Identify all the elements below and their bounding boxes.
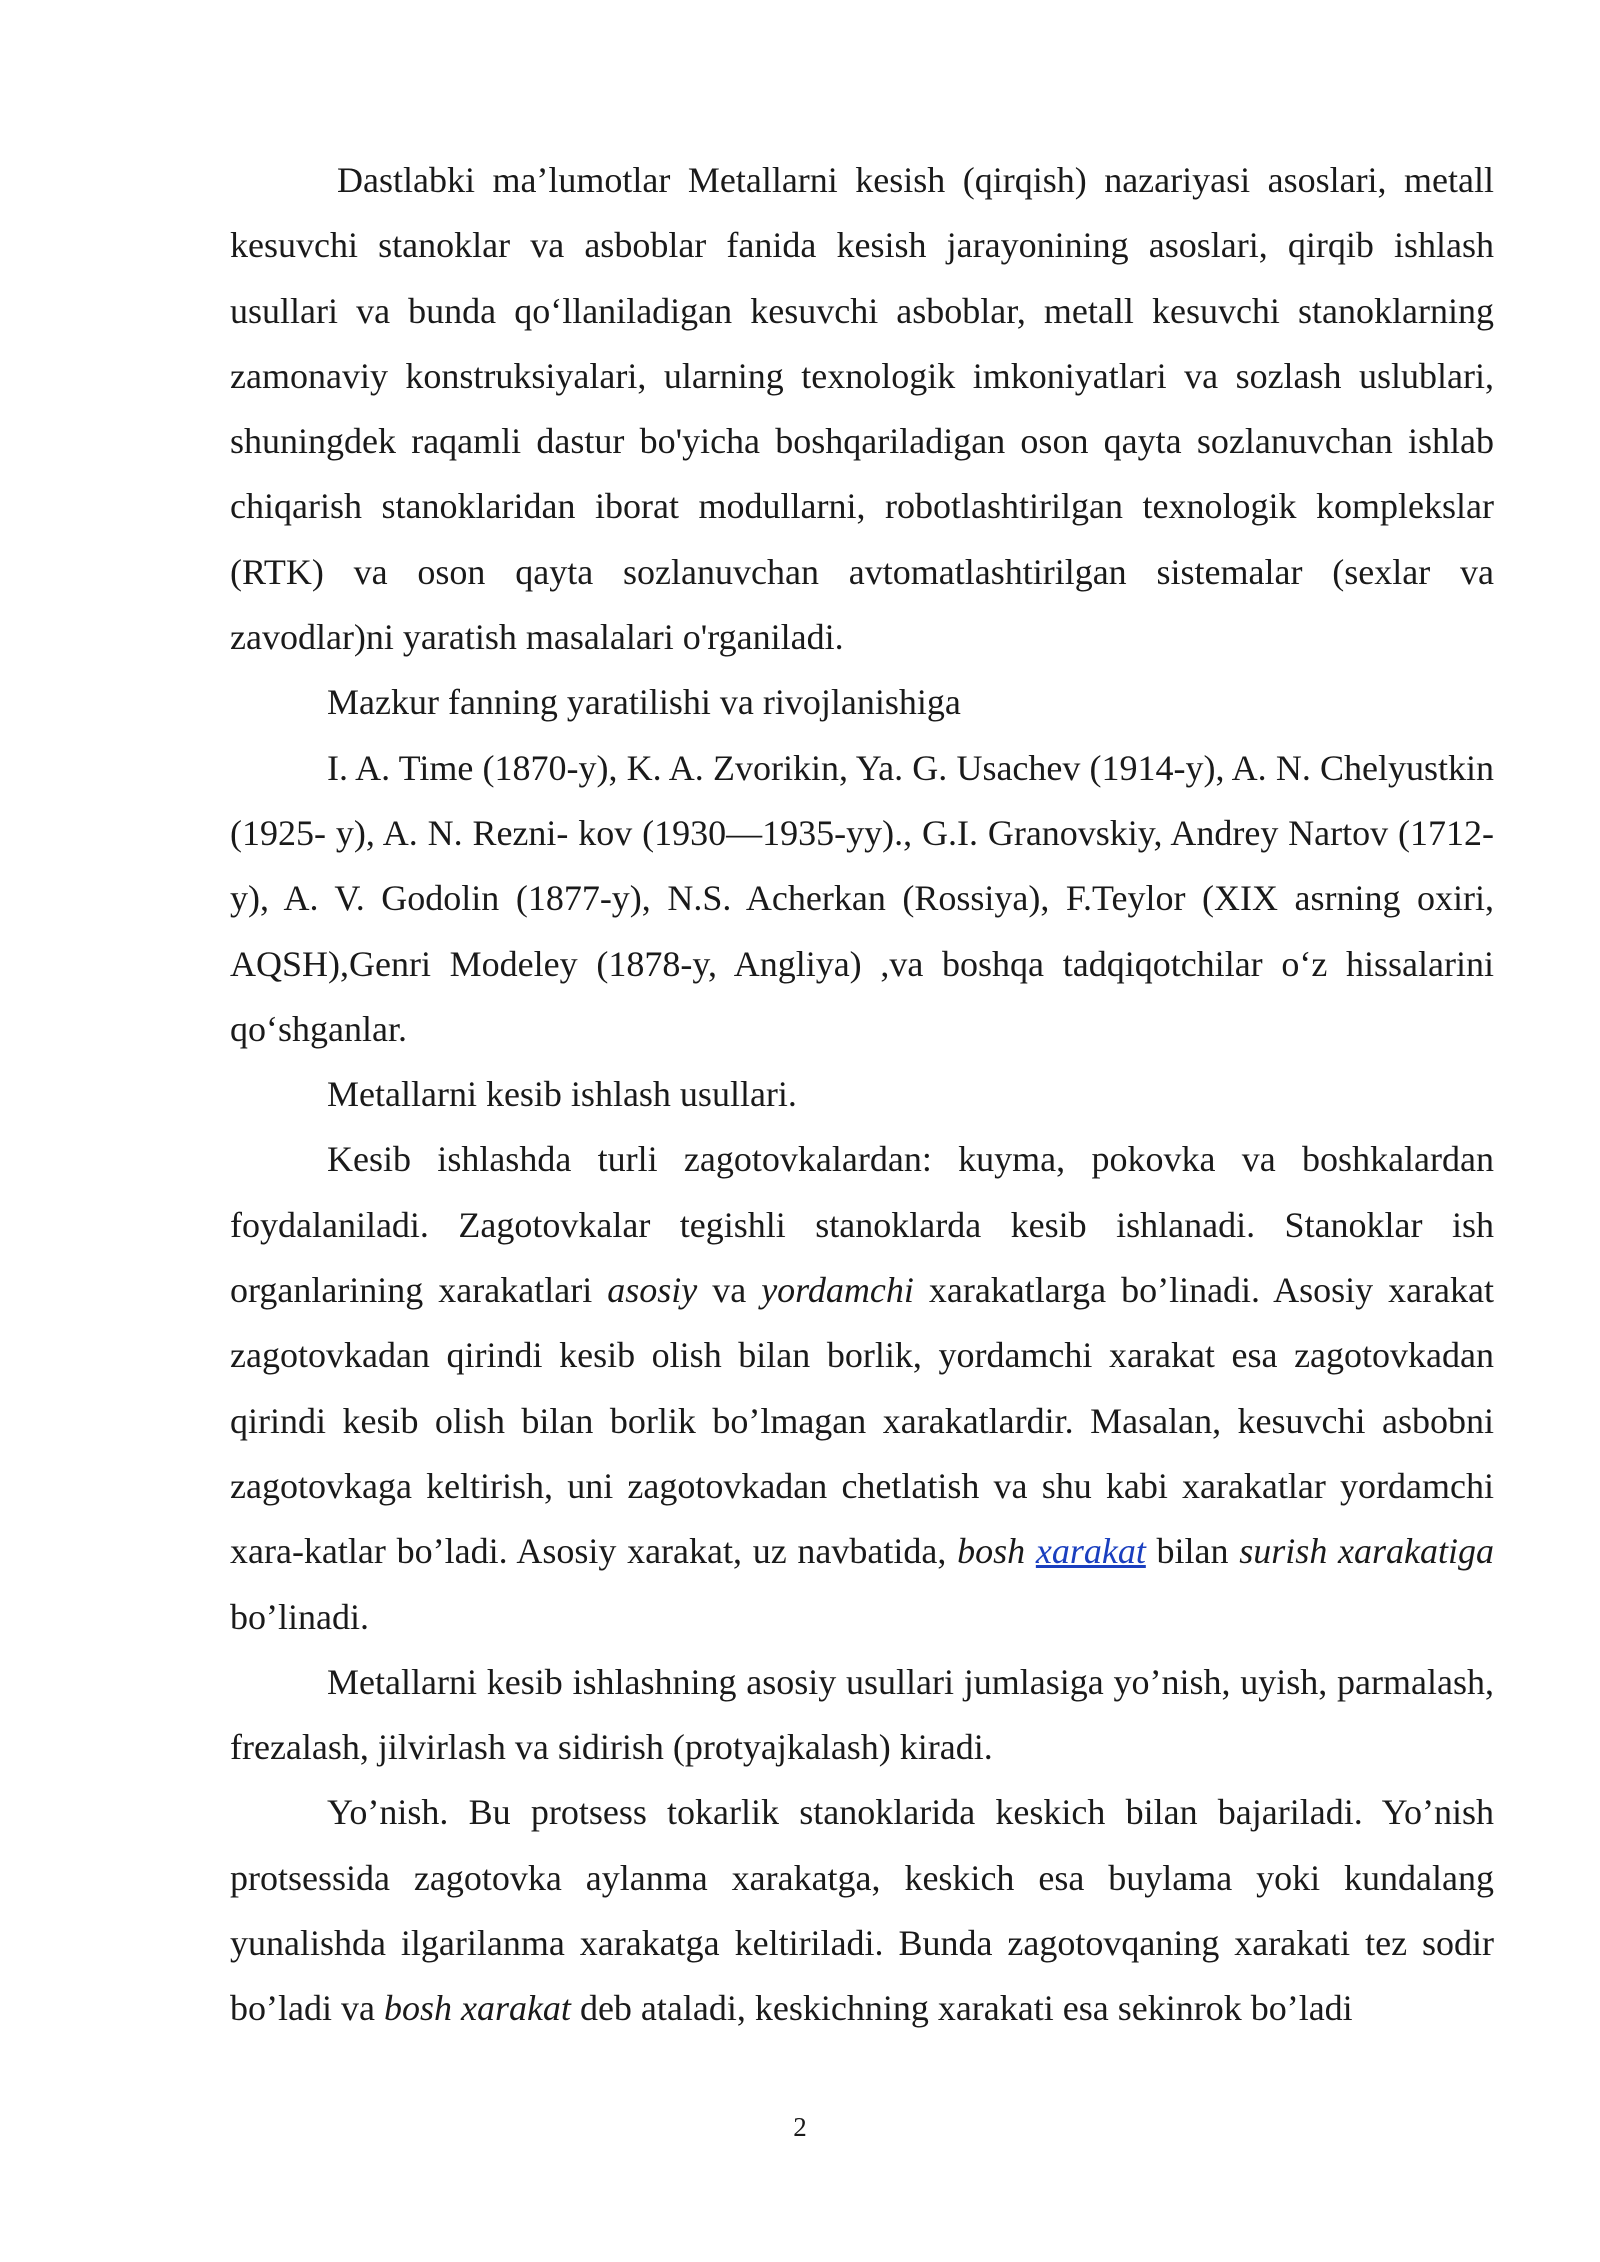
text-run: deb ataladi, keskichning xarakati esa sekinrok bo’ladi (570, 1988, 1353, 2029)
xarakat-link[interactable]: xarakat (1035, 1531, 1146, 1572)
text-run: bo’linadi. (230, 1596, 369, 1637)
emphasis-bosh-xarakat: bosh xarakat (383, 1988, 571, 2029)
text-run: Kesib ishlashda turli zagotovkalardan: kuyma, pokovka va boshkalardan foydalaniladi. Zagotovkalar tegishli stanoklarda kesib ishlanadi. Stanoklar ish organlarining xarakatlari (230, 1139, 1494, 1311)
paragraph-main-methods: Metallarni kesib ishlashning asosiy usullari jumlasiga yo’nish, uyish, parmalash, frezalash, jilvirlash va sidirish (protyajkalash) kiradi. (230, 1661, 1494, 1768)
text-run: xarakatlarga bo’linadi. Asosiy xarakat zagotovkadan qirindi kesib olish bilan borlik, yordamchi xarakat esa zagotovkadan qirindi kesib olish bilan borlik bo’lmagan xarakatlardir. Masalan, kesuvchi asbobni zagotovkaga keltirish, uni zagotovkadan chetlatish va shu kabi xarakatlar yordamchi xara-katlar bo’ladi. Asosiy xarakat, uz navbatida, (230, 1270, 1495, 1572)
paragraph-contributors-heading: Mazkur fanning yaratilishi va rivojlanishiga (327, 682, 961, 723)
text-run (1025, 1531, 1036, 1571)
paragraph-contributors-list: I. A. Time (1870-y), K. A. Zvorikin, Ya. G. Usachev (1914-y), A. N. Chelyustkin (1925- y), A. N. Rezni- kov (1930—1935-yy)., G.I. Granovskiy, Andrey Nartov (1712- y), A. V. Godolin (1877-y), N.S. Acherkan (Rossiya), F.Teylor (XIX asrning oxiri, AQSH),Genri Modeley (1878-y, Angliya) ,va boshqa tadqiqotchilar oʻz hissalarini qoʻshganlar. (230, 747, 1494, 1049)
emphasis-surish-xarakatiga: surish xarakatiga (1239, 1531, 1495, 1572)
text-run: bilan (1145, 1531, 1240, 1572)
emphasis-yordamchi: yordamchi (761, 1270, 914, 1311)
text-run: va (697, 1270, 762, 1311)
document-body (230, 148, 1494, 2042)
text-run: Yo’nish. Bu protsess tokarlik stanoklarida keskich bilan bajariladi. Yo’nish protsessida zagotovka aylanma xarakatga, keskich esa buylama yoki kundalang yunalishda ilgarilanma xarakatga keltiriladi. Bunda zagotovqaning xarakati tez sodir bo’ladi va (230, 1792, 1494, 2029)
paragraph-motions (230, 1127, 1494, 1649)
page-number: 2 (793, 2112, 807, 2142)
section-heading-cutting-methods: Metallarni kesib ishlash usullari. (327, 1074, 797, 1115)
paragraph-introduction: Dastlabki ma’lumotlar Metallarni kesish (qirqish) nazariyasi asoslari, metall kesuvchi stanoklar va asboblar fanida kesish jarayonining asoslari, qirqib ishlash usullari va bunda qoʻllaniladigan kesuvchi asboblar, metall kesuvchi stanoklarning zamonaviy konstruksiyalari, ularning texnologik imkoniyatlari va sozlash uslublari, shuningdek raqamli dastur bo'yicha boshqariladigan oson qayta sozlanuvchan ishlab chiqarish stanoklaridan iborat modullarni, robotlashtirilgan texnologik komplekslar (RTK) va oson qayta sozlanuvchan avtomatlashtirilgan sistemalar (sexlar va zavodlar)ni yaratish masalalari o'rganiladi. (230, 160, 1494, 658)
paragraph-turning (230, 1780, 1494, 2041)
emphasis-bosh: bosh (957, 1531, 1026, 1572)
emphasis-asosiy: asosiy (607, 1270, 698, 1311)
